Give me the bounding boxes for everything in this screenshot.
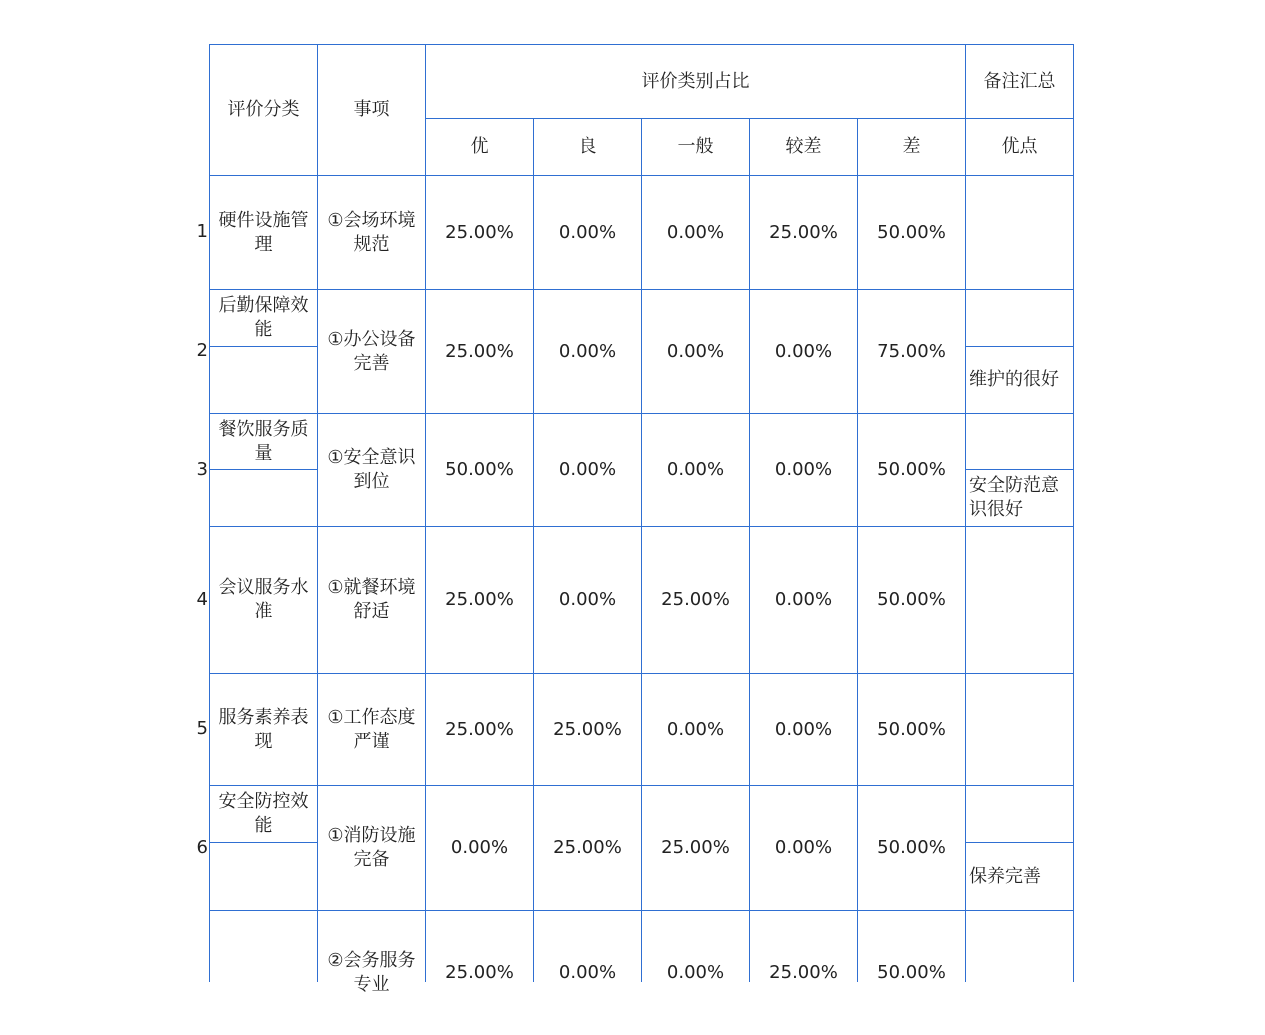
grid-line (965, 469, 1074, 470)
row-category: 硬件设施管 理 (218, 209, 309, 255)
row-category: 后勤保障效 能 (218, 295, 309, 340)
value-cell: 0.00% (558, 221, 617, 243)
row-item: ①办公设备 完善 (327, 328, 416, 374)
value-cell: 25.00% (769, 962, 838, 983)
header-grade-average: 一般 (677, 136, 714, 157)
grid-line (1073, 44, 1074, 982)
row-category: 安全防控效 能 (218, 791, 309, 836)
grid-line (641, 118, 642, 982)
grid-line (857, 118, 858, 982)
row-category: 餐饮服务质 量 (218, 418, 309, 464)
row-remark (966, 176, 1073, 289)
value-cell: 0.00% (666, 962, 725, 983)
grid-line (209, 346, 318, 347)
value-cell: 25.00% (445, 589, 514, 610)
value-cell: 0.00% (558, 589, 617, 610)
row-item: ①就餐环境 舒适 (327, 577, 416, 622)
value-cell: 0.00% (774, 459, 833, 480)
header-grade-good: 良 (578, 136, 597, 157)
grid-line (965, 842, 1074, 843)
row-remark: 安全防范意 识很好 (969, 475, 1059, 520)
value-cell: 25.00% (553, 718, 622, 740)
value-cell: 0.00% (666, 718, 725, 740)
value-cell: 25.00% (445, 718, 514, 740)
value-cell: 0.00% (558, 340, 617, 362)
row-index: 3 (196, 459, 208, 480)
value-cell: 25.00% (553, 837, 622, 858)
row-index: 6 (196, 837, 208, 858)
row-item: ①消防设施 完备 (327, 825, 416, 870)
header-remark-group: 备注汇总 (983, 70, 1056, 92)
value-cell: 0.00% (774, 837, 833, 858)
value-cell: 25.00% (661, 589, 730, 610)
grid-line (209, 44, 210, 982)
grid-line (209, 44, 1074, 45)
value-cell: 50.00% (877, 962, 946, 983)
value-cell: 0.00% (558, 962, 617, 983)
value-cell: 50.00% (877, 718, 946, 740)
value-cell: 25.00% (445, 221, 514, 243)
value-cell: 25.00% (445, 340, 514, 362)
value-cell: 50.00% (877, 837, 946, 858)
header-ratio-group: 评价类别占比 (641, 70, 750, 92)
header-category: 评价分类 (227, 99, 300, 120)
value-cell: 0.00% (450, 837, 509, 858)
grid-line (749, 118, 750, 982)
header-grade-bad: 差 (902, 136, 921, 157)
value-cell: 0.00% (774, 718, 833, 740)
value-cell: 0.00% (774, 589, 833, 610)
grid-line (317, 44, 318, 982)
header-grade-excellent: 优 (470, 136, 489, 157)
row-category: 服务素养表 现 (218, 706, 309, 752)
value-cell: 0.00% (774, 340, 833, 362)
row-index: 2 (196, 340, 208, 361)
value-cell: 25.00% (769, 221, 838, 243)
grid-line (209, 842, 318, 843)
value-cell: 50.00% (877, 589, 946, 610)
value-cell: 75.00% (877, 340, 946, 362)
grid-line (533, 118, 534, 982)
header-remark-merits: 优点 (1001, 136, 1038, 157)
row-index: 5 (196, 718, 208, 739)
row-item: ①安全意识 到位 (327, 447, 416, 492)
value-cell: 0.00% (666, 340, 725, 362)
value-cell: 25.00% (661, 837, 730, 858)
header-item: 事项 (353, 99, 390, 120)
value-cell: 50.00% (877, 459, 946, 480)
row-remark (966, 527, 1073, 673)
row-index: 4 (196, 589, 208, 610)
value-cell: 0.00% (666, 459, 725, 480)
value-cell: 0.00% (558, 459, 617, 480)
row-remark: 维护的很好 (969, 369, 1059, 390)
value-cell: 25.00% (445, 962, 514, 983)
value-cell: 0.00% (666, 221, 725, 243)
row-item: ②会务服务 专业 (327, 950, 416, 995)
value-cell: 50.00% (877, 221, 946, 243)
row-remark: 保养完善 (969, 865, 1041, 887)
value-cell: 50.00% (445, 459, 514, 480)
header-grade-poor: 较差 (785, 136, 822, 157)
row-remark (966, 674, 1073, 785)
grid-line (965, 346, 1074, 347)
row-category: 会议服务水 准 (218, 577, 309, 622)
row-index: 1 (196, 221, 208, 242)
row-item: ①会场环境 规范 (327, 209, 416, 255)
grid-line (425, 44, 426, 982)
grid-line (965, 44, 966, 982)
grid-line (209, 469, 318, 470)
row-category (210, 911, 317, 1035)
row-item: ①工作态度 严谨 (327, 706, 416, 752)
